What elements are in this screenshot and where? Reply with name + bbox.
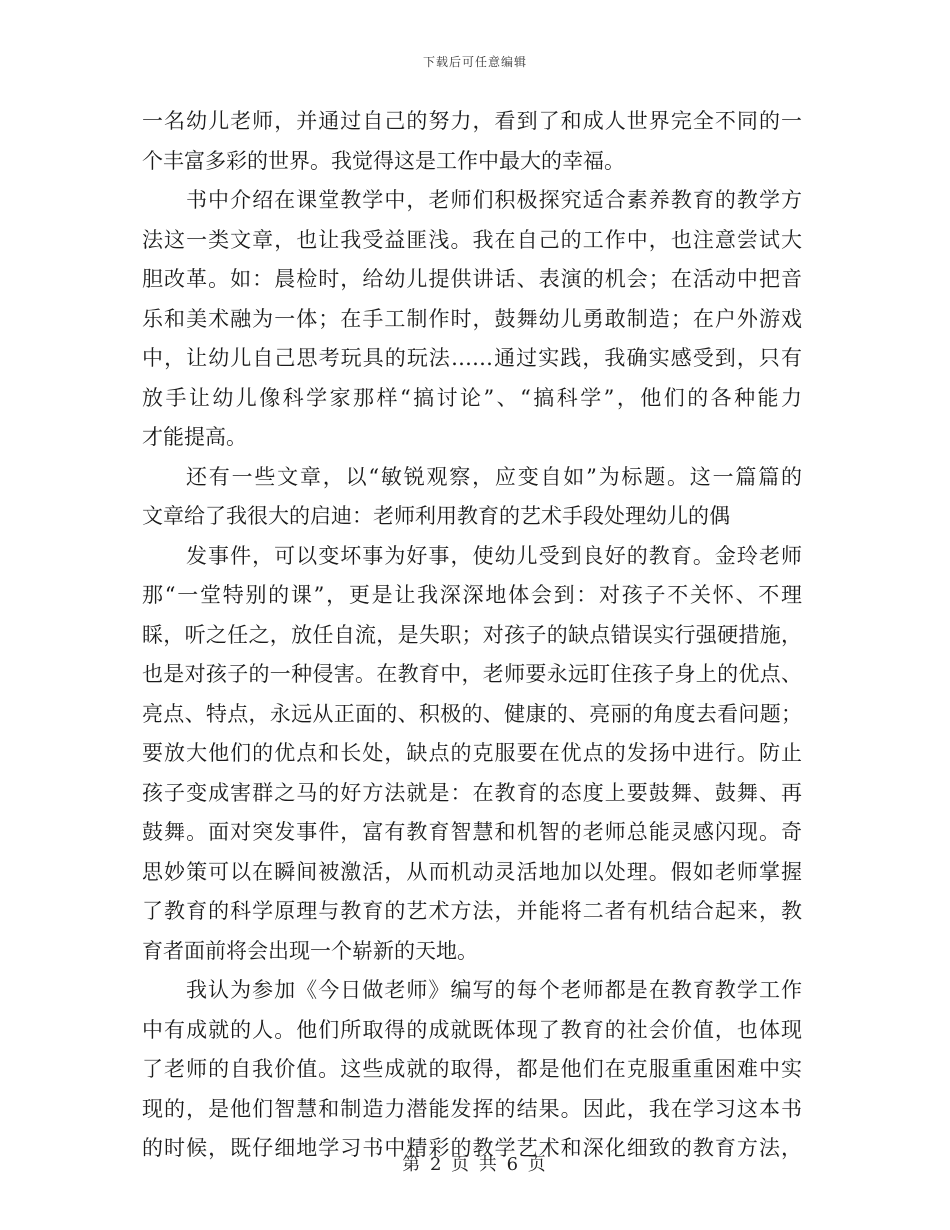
text-line: 还有一些文章，以“敏锐观察，应变自如”为标题。这一篇篇的 bbox=[186, 464, 802, 489]
text-line: 放手让幼儿像科学家那样“搞讨论”、“搞科学”，他们的各种能力 bbox=[142, 385, 802, 410]
text-line: 的时候，既仔细地学习书中精彩的教学艺术和深化细致的教育方法， bbox=[142, 1136, 802, 1160]
text-line: 孩子变成害群之马的好方法就是：在教育的态度上要鼓舞、鼓舞、再 bbox=[142, 780, 802, 805]
text-line: 发事件，可以变坏事为好事，使幼儿受到良好的教育。金玲老师 bbox=[186, 543, 802, 568]
text-line: 亮点、特点，永远从正面的、积极的、健康的、亮丽的角度去看问题； bbox=[142, 701, 802, 726]
text-line: 才能提高。 bbox=[142, 425, 247, 449]
text-line: 也是对孩子的一种侵害。在教育中，老师要永远盯住孩子身上的优点、 bbox=[142, 662, 802, 686]
text-line: 中，让幼儿自己思考玩具的玩法……通过实践，我确实感受到，只有 bbox=[142, 346, 802, 370]
text-line: 那“一堂特别的课”，更是让我深深地体会到：对孩子不关怀、不理 bbox=[142, 583, 802, 607]
text-line: 书中介绍在课堂教学中，老师们积极探究适合素养教育的教学方 bbox=[186, 188, 802, 212]
page-header: 下载后可任意编辑 bbox=[422, 55, 527, 69]
text-line: 鼓舞。面对突发事件，富有教育智慧和机智的老师总能灵感闪现。奇 bbox=[142, 820, 802, 844]
text-line: 一名幼儿老师，并通过自己的努力，看到了和成人世界完全不同的一 bbox=[142, 109, 802, 133]
text-line: 现的，是他们智慧和制造力潜能发挥的结果。因此，我在学习这本书 bbox=[142, 1096, 802, 1121]
text-line: 胆改革。如：晨检时，给幼儿提供讲话、表演的机会；在活动中把音 bbox=[142, 267, 802, 291]
body-text bbox=[142, 102, 802, 1169]
text-line: 要放大他们的优点和长处，缺点的克服要在优点的发扬中进行。防止 bbox=[142, 741, 802, 765]
text-line: 睬，听之任之，放任自流，是失职；对孩子的缺点错误实行强硬措施， bbox=[142, 622, 802, 647]
text-line: 育者面前将会出现一个崭新的天地。 bbox=[142, 938, 478, 963]
text-line: 思妙策可以在瞬间被激活，从而机动灵活地加以处理。假如老师掌握 bbox=[142, 859, 802, 884]
text-line: 了老师的自我价值。这些成就的取得，都是他们在克服重重困难中实 bbox=[142, 1057, 802, 1081]
text-line: 个丰富多彩的世界。我觉得这是工作中最大的幸福。 bbox=[142, 148, 625, 173]
text-line: 我认为参加《今日做老师》编写的每个老师都是在教育教学工作 bbox=[186, 978, 802, 1002]
text-line: 中有成就的人。他们所取得的成就既体现了教育的社会价值，也体现 bbox=[142, 1017, 802, 1042]
text-line: 乐和美术融为一体；在手工制作时，鼓舞幼儿勇敢制造；在户外游戏 bbox=[142, 306, 802, 331]
text-line: 了教育的科学原理与教育的艺术方法，并能将二者有机结合起来，教 bbox=[142, 899, 802, 923]
text-line: 文章给了我很大的启迪：老师利用教育的艺术手段处理幼儿的偶 bbox=[142, 504, 730, 528]
page-footer: 第 2 页 共 6 页 bbox=[402, 1154, 548, 1175]
text-line: 法这一类文章，也让我受益匪浅。我在自己的工作中，也注意尝试大 bbox=[142, 227, 802, 252]
